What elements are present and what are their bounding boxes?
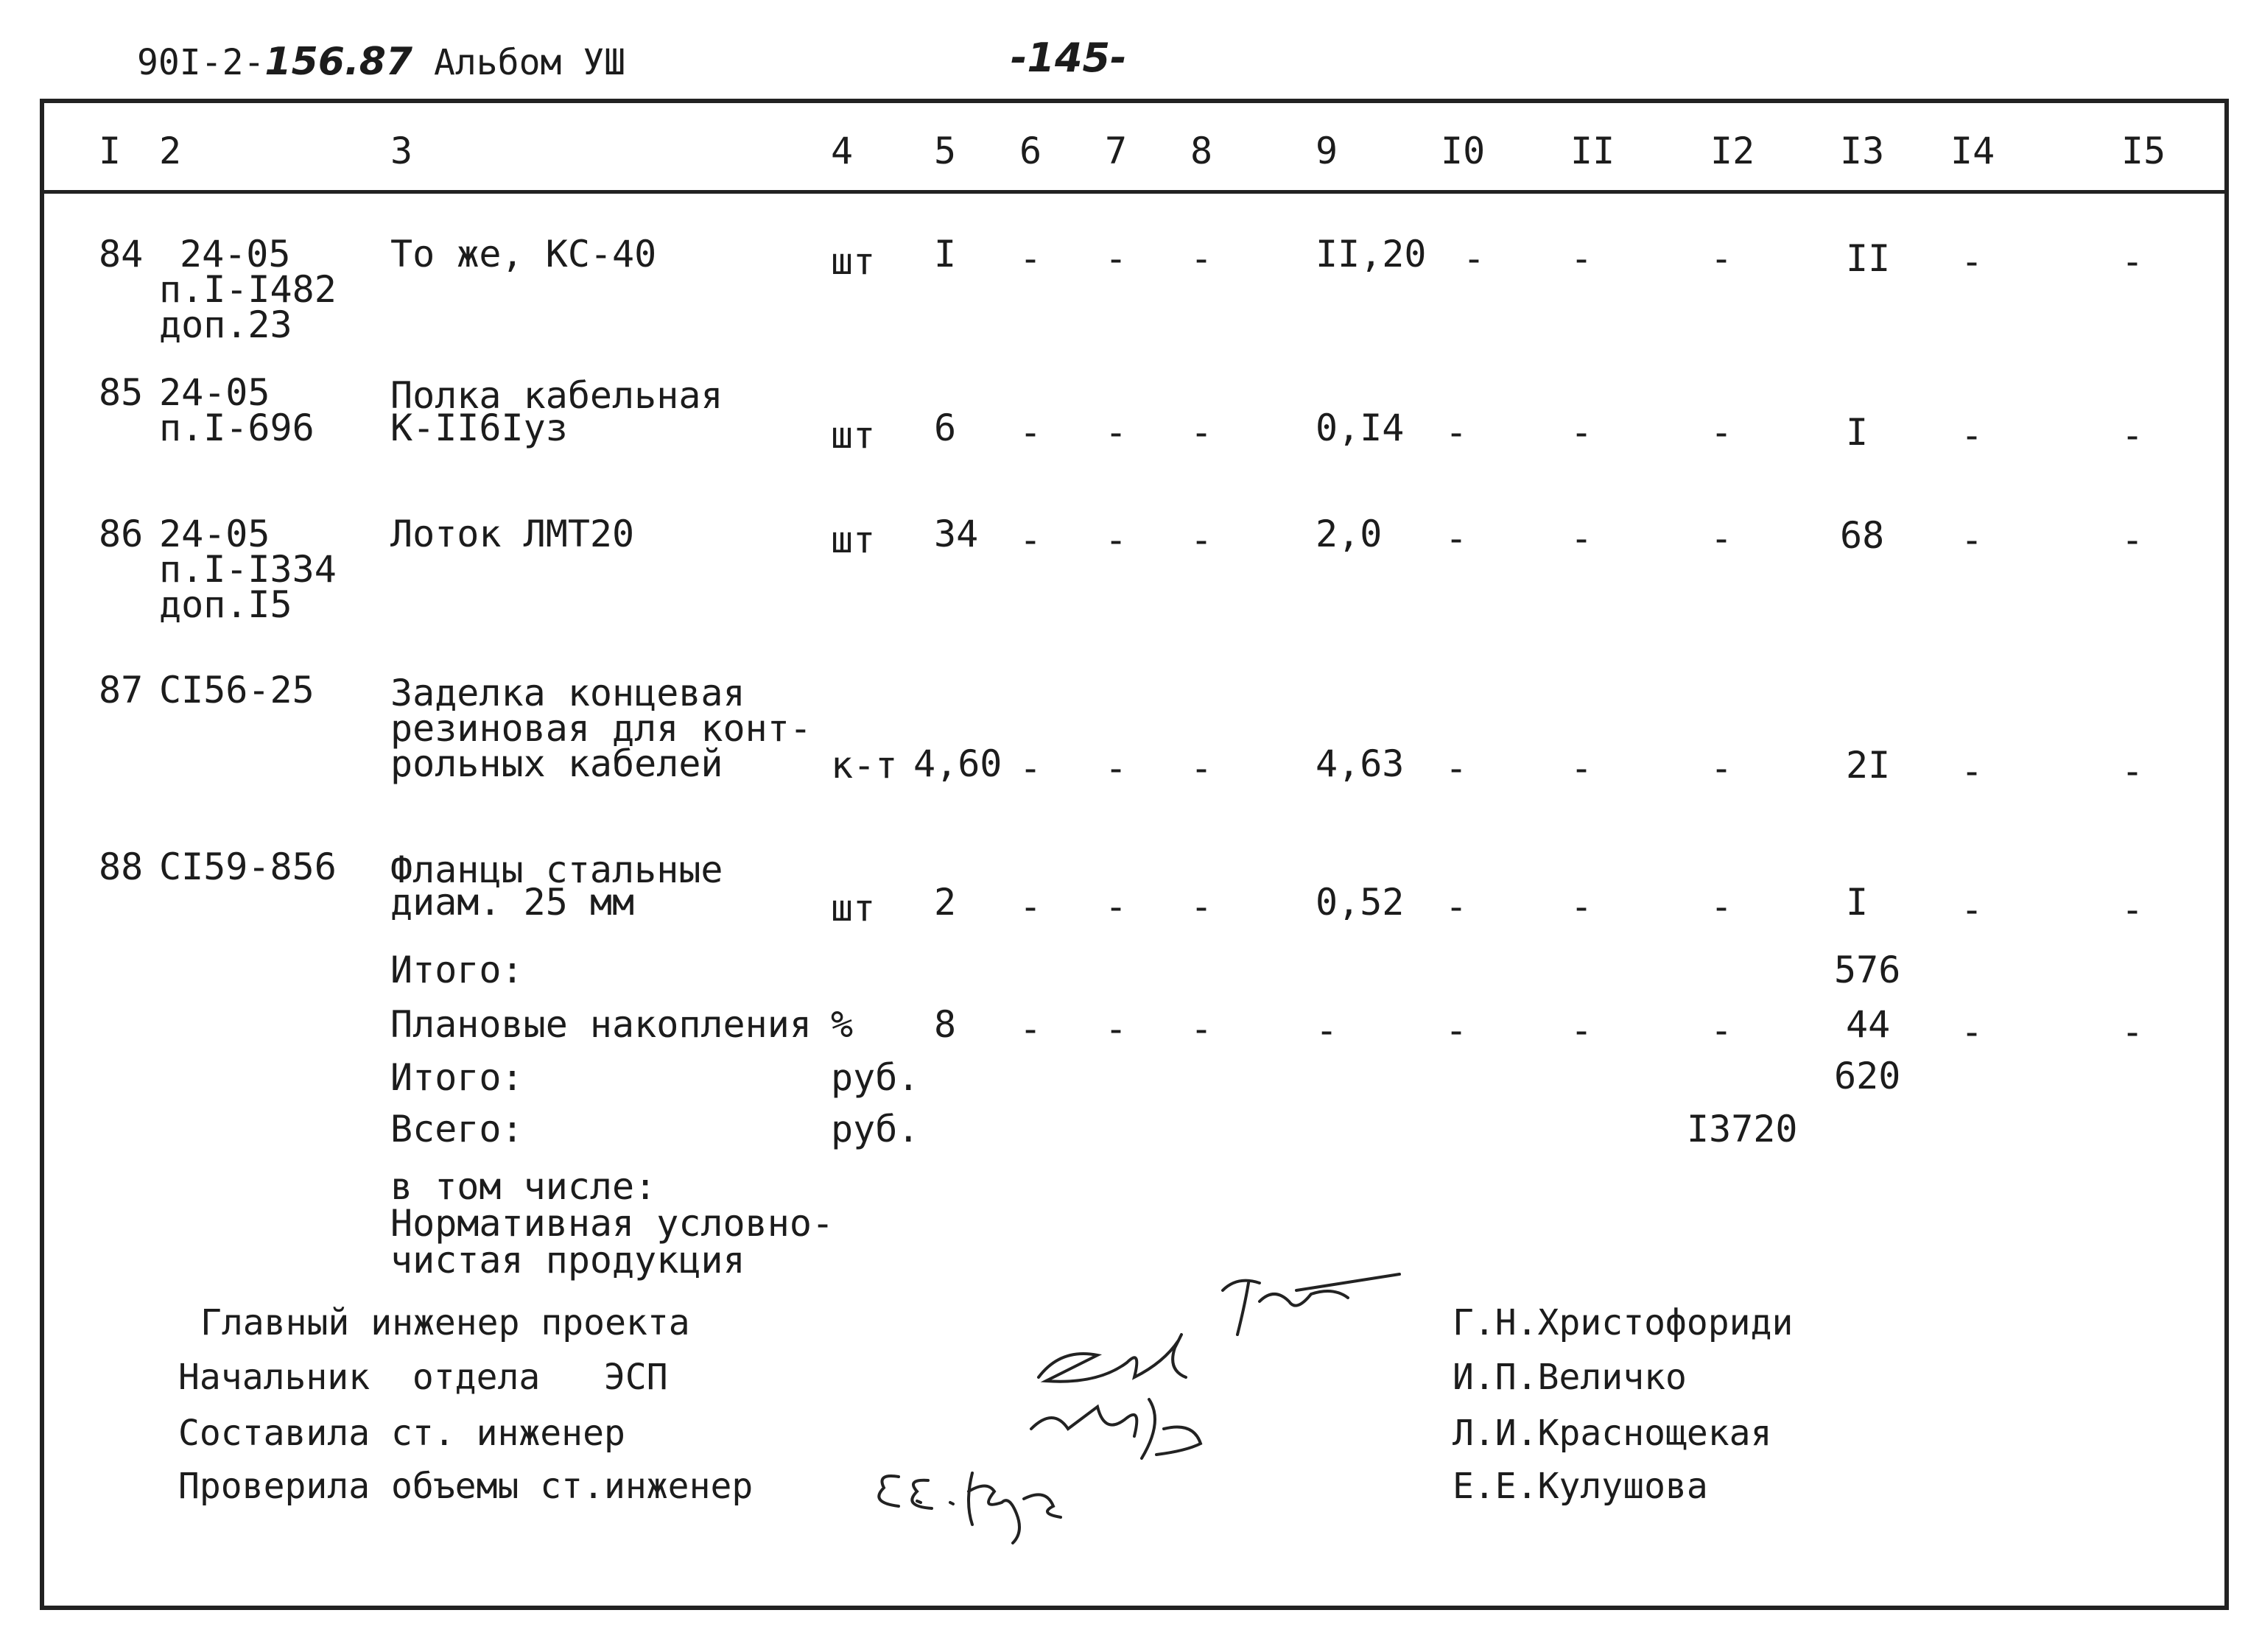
row-col9: 0,52 bbox=[1316, 881, 1405, 924]
row-col7: - bbox=[1105, 411, 1128, 454]
col-header-4: 4 bbox=[831, 130, 854, 172]
col-header-3: 3 bbox=[390, 130, 413, 172]
planned-dash: - bbox=[1019, 1008, 1042, 1050]
row-col8: - bbox=[1190, 885, 1213, 928]
planned-dash: - bbox=[1445, 1009, 1468, 1052]
col-header-6: 6 bbox=[1019, 130, 1042, 172]
planned-savings-qty: 8 bbox=[934, 1003, 957, 1046]
including-line: чистая продукция bbox=[390, 1239, 745, 1282]
row-col14: - bbox=[1961, 888, 1984, 931]
row-col14: - bbox=[1961, 750, 1984, 792]
row-col7: - bbox=[1105, 519, 1128, 561]
subtotal2-label: Итого: bbox=[390, 1056, 524, 1099]
col-header-5: 5 bbox=[934, 130, 957, 172]
grand-total-unit: руб. bbox=[831, 1108, 920, 1150]
row-code-line: доп.23 bbox=[159, 303, 292, 346]
including-line: Нормативная условно- bbox=[390, 1202, 835, 1245]
planned-savings-value: 44 bbox=[1846, 1003, 1891, 1046]
col-header-8: 8 bbox=[1190, 130, 1213, 172]
row-number: 86 bbox=[99, 513, 144, 555]
row-col10: - bbox=[1445, 747, 1468, 790]
row-name-line: То же, КС-40 bbox=[390, 233, 657, 275]
subtotal2-unit: руб. bbox=[831, 1056, 920, 1099]
row-number: 85 bbox=[99, 371, 144, 414]
signatory-name: Г.Н.Христофориди bbox=[1453, 1302, 1794, 1343]
planned-dash: - bbox=[1190, 1008, 1213, 1050]
row-name-line: резиновая для конт- bbox=[390, 707, 812, 750]
row-col8: - bbox=[1190, 411, 1213, 454]
row-code-line: 24-05 bbox=[159, 513, 270, 555]
col-header-1: I bbox=[99, 130, 122, 172]
col-header-7: 7 bbox=[1105, 130, 1128, 172]
col-header-10: I0 bbox=[1441, 130, 1486, 172]
row-col7: - bbox=[1105, 747, 1128, 790]
row-col15: - bbox=[2121, 750, 2144, 792]
col-header-14: I4 bbox=[1950, 130, 1995, 172]
col-header-12: I2 bbox=[1710, 130, 1755, 172]
col-header-11: II bbox=[1570, 130, 1615, 172]
row-col14: - bbox=[1961, 519, 1984, 561]
row-number: 88 bbox=[99, 846, 144, 888]
row-col11: - bbox=[1570, 747, 1593, 790]
doc-number: 156.87 bbox=[264, 40, 413, 84]
row-code-line: п.I-696 bbox=[159, 407, 315, 449]
row-col6: - bbox=[1019, 747, 1042, 790]
signatory-role: Составила ст. инженер bbox=[178, 1413, 625, 1454]
row-name-line: Лоток ЛМТ20 bbox=[390, 513, 635, 555]
row-col6: - bbox=[1019, 411, 1042, 454]
row-qty: 34 bbox=[934, 513, 979, 555]
planned-dash: - bbox=[1710, 1009, 1733, 1052]
row-col9: 4,63 bbox=[1316, 742, 1405, 785]
row-col12: - bbox=[1710, 411, 1733, 454]
row-unit: шт bbox=[831, 519, 876, 561]
row-col6: - bbox=[1019, 885, 1042, 928]
row-col15: - bbox=[2121, 414, 2144, 457]
signature-checker bbox=[869, 1444, 1105, 1547]
row-col11: - bbox=[1570, 517, 1593, 560]
doc-prefix: 90I-2- bbox=[137, 42, 265, 83]
row-col8: - bbox=[1190, 747, 1213, 790]
row-col6: - bbox=[1019, 519, 1042, 561]
header-rule bbox=[44, 190, 2224, 194]
row-name-line: К-II6Iуз bbox=[390, 407, 568, 449]
row-qty: 6 bbox=[934, 407, 957, 449]
row-col10: - bbox=[1463, 237, 1486, 280]
row-name-line: Полка кабельная bbox=[390, 374, 723, 417]
signatory-name: Л.И.Краснощекая bbox=[1453, 1413, 1772, 1454]
subtotal-label: Итого: bbox=[390, 949, 524, 991]
row-qty: I bbox=[934, 233, 957, 275]
planned-dash: - bbox=[2121, 1010, 2144, 1053]
col-header-15: I5 bbox=[2121, 130, 2166, 172]
row-number: 84 bbox=[99, 233, 144, 275]
row-code-line: 24-05 bbox=[159, 371, 270, 414]
page-number: -145- bbox=[1011, 35, 1127, 81]
signatory-name: И.П.Величко bbox=[1453, 1357, 1687, 1398]
row-col8: - bbox=[1190, 237, 1213, 280]
row-name-line: диам. 25 мм bbox=[390, 881, 635, 924]
row-col9: II,20 bbox=[1316, 233, 1427, 275]
row-qty: 4,60 bbox=[913, 742, 1002, 785]
planned-savings-unit: % bbox=[831, 1003, 854, 1046]
row-code-line: CI56-25 bbox=[159, 669, 315, 711]
row-name-line: Фланцы стальные bbox=[390, 848, 723, 891]
col-header-13: I3 bbox=[1840, 130, 1885, 172]
row-col9: 2,0 bbox=[1316, 513, 1383, 555]
row-qty: 2 bbox=[934, 881, 957, 924]
row-col11: - bbox=[1570, 237, 1593, 280]
row-col12: - bbox=[1710, 517, 1733, 560]
signature-chief-engineer bbox=[1208, 1261, 1414, 1342]
planned-dash: - bbox=[1961, 1010, 1984, 1053]
row-col13: I bbox=[1846, 411, 1869, 454]
row-col15: - bbox=[2121, 240, 2144, 283]
row-col7: - bbox=[1105, 237, 1128, 280]
row-col7: - bbox=[1105, 885, 1128, 928]
row-col12: - bbox=[1710, 747, 1733, 790]
row-code-line: п.I-I482 bbox=[159, 268, 337, 311]
row-col13: 2I bbox=[1846, 744, 1891, 787]
row-col10: - bbox=[1445, 517, 1468, 560]
row-col13: I bbox=[1846, 881, 1869, 924]
col-header-9: 9 bbox=[1316, 130, 1338, 172]
row-unit: к-т bbox=[831, 744, 898, 787]
subtotal-value: 576 bbox=[1834, 949, 1901, 991]
row-col15: - bbox=[2121, 888, 2144, 931]
planned-savings-label: Плановые накопления bbox=[390, 1003, 812, 1046]
row-code-line: п.I-I334 bbox=[159, 548, 337, 591]
signatory-role: Проверила объемы ст.инженер bbox=[178, 1466, 754, 1507]
row-col11: - bbox=[1570, 885, 1593, 928]
row-col12: - bbox=[1710, 237, 1733, 280]
row-number: 87 bbox=[99, 669, 144, 711]
row-code-line: 24-05 bbox=[180, 233, 291, 275]
including-line: в том числе: bbox=[390, 1165, 657, 1208]
planned-dash: - bbox=[1316, 1009, 1338, 1052]
row-col10: - bbox=[1445, 411, 1468, 454]
planned-dash: - bbox=[1570, 1009, 1593, 1052]
row-col6: - bbox=[1019, 237, 1042, 280]
row-col15: - bbox=[2121, 519, 2144, 561]
row-unit: шт bbox=[831, 414, 876, 457]
signatory-role: Начальник отдела ЭСП bbox=[178, 1357, 668, 1398]
row-col13: II bbox=[1846, 237, 1891, 280]
row-code-line: CI59-856 bbox=[159, 846, 337, 888]
row-col14: - bbox=[1961, 240, 1984, 283]
row-unit: шт bbox=[831, 240, 876, 283]
col-header-2: 2 bbox=[159, 130, 182, 172]
row-name-line: Заделка концевая bbox=[390, 672, 745, 714]
signatory-role: Главный инженер проекта bbox=[200, 1302, 690, 1343]
album-label: Альбом УШ bbox=[433, 42, 626, 83]
signatory-name: Е.Е.Кулушова bbox=[1453, 1466, 1708, 1507]
subtotal2-value: 620 bbox=[1834, 1055, 1901, 1097]
row-col14: - bbox=[1961, 414, 1984, 457]
row-col10: - bbox=[1445, 885, 1468, 928]
row-col9: 0,I4 bbox=[1316, 407, 1405, 449]
planned-dash: - bbox=[1105, 1008, 1128, 1050]
row-name-line: рольных кабелей bbox=[390, 742, 723, 785]
row-unit: шт bbox=[831, 887, 876, 929]
row-col11: - bbox=[1570, 411, 1593, 454]
grand-total-value: I3720 bbox=[1687, 1108, 1798, 1150]
document-code bbox=[137, 40, 626, 84]
grand-total-label: Всего: bbox=[390, 1108, 524, 1150]
row-col13: 68 bbox=[1840, 514, 1885, 557]
row-col12: - bbox=[1710, 885, 1733, 928]
row-col8: - bbox=[1190, 519, 1213, 561]
row-code-line: доп.I5 bbox=[159, 583, 292, 626]
